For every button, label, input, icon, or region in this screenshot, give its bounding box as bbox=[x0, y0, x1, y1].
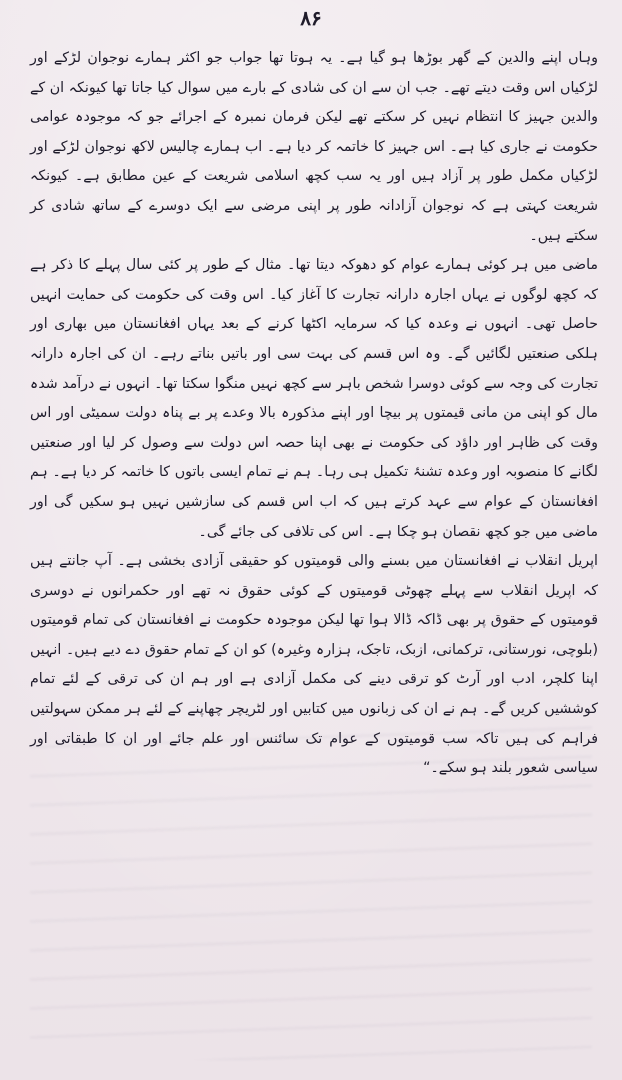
paragraph-marriage-dowry: وہاں اپنے والدین کے گھر بوڑھا ہو گیا ہے۔ یہ ہوتا تھا جواب جو اکثر ہمارے نوجوان لڑکے اور لڑکیاں اس وقت دیتے تھے۔ جب ان سے ان کی شادی کے بارے میں سوال کیا جاتا تھا کیونکہ ان کے والدین جہیز کا انتظام نہیں کر سکتے تھے لیکن فرمان نمبرہ کے اجرائے جو کہ موجودہ عوامی حکومت نے جاری کیا ہے۔ اس جہیز کا خاتمہ کر دیا ہے۔ اب ہمارے چالیس لاکھ نوجوان لڑکے اور لڑکیاں مکمل طور پر آزاد ہیں اور یہ سب کچھ اسلامی شریعت کے عین مطابق ہے۔ کیونکہ شریعت کہتی ہے کہ نوجوان آزادانہ طور پر اپنی مرضی سے ایک دوسرے کے ساتھ شادی کر سکتے ہیں۔ bbox=[30, 50, 598, 244]
page-number: ۸۶ bbox=[300, 6, 322, 30]
urdu-body-text bbox=[30, 44, 598, 784]
paragraph-nationalities-rights: اپریل انقلاب نے افغانستان میں بسنے والی قومیتوں کو حقیقی آزادی بخشی ہے۔ آپ جانتے ہیں کہ اپریل انقلاب سے پہلے چھوٹی قومیتوں کے کوئی حقوق نہ تھے اور حکمرانوں نے دوسری قومیتوں کے حقوق پر بھی ڈاکہ ڈالا ہوا تھا لیکن موجودہ حکومت نے افغانستان کی تمام قومیتوں (بلوچی، نورستانی، ترکمانی، ازبک، تاجک، ہزارہ وغیرہ) کو ان کے تمام حقوق دے دیے ہیں۔ انہیں اپنا کلچر، ادب اور آرٹ کو ترقی دینے کی مکمل آزادی ہے اور ہم ان کی ترقی کے لئے تمام کوششیں کریں گے۔ ہم نے ان کی زبانوں میں کتابیں اور لٹریچر چھاپنے کے لئے ہر ممکن سہولتیں فراہم کی ہیں تاکہ سب قومیتوں کے عوام تک سائنس اور علم جائے اور ان کا طبقاتی اور سیاسی شعور بلند ہو سکے۔“ bbox=[30, 553, 598, 777]
paragraph-monopoly-trade: ماضی میں ہر کوئی ہمارے عوام کو دھوکہ دیتا تھا۔ مثال کے طور پر کئی سال پہلے کا ذکر ہے کہ کچھ لوگوں نے یہاں اجارہ دارانہ تجارت کا آغاز کیا۔ اس وقت کی حکومت کی حمایت انہیں حاصل تھی۔ انہوں نے وعدہ کیا کہ سرمایہ اکٹھا کرنے کے بعد یہاں افغانستان میں بھاری اور ہلکی صنعتیں لگائیں گے۔ وہ اس قسم کی بہت سی اور باتیں بناتے رہے۔ ان کی اجارہ دارانہ تجارت کی وجہ سے کوئی دوسرا شخص باہر سے کچھ نہیں منگوا سکتا تھا۔ انہوں نے درآمد شدہ مال کو اپنی من مانی قیمتوں پر بیچا اور اپنے مذکورہ بالا وعدے پر بے پناہ دولت سمیٹی اور اس وقت کی ظاہر اور داؤد کی حکومت نے بھی اپنا حصہ اس دولت سے وصول کر لیا اور صنعتیں لگانے کا منصوبہ اور وعدہ تشنۂ تکمیل ہی رہا۔ ہم نے تمام ایسی باتوں کا خاتمہ کر دیا ہے۔ ہم افغانستان کے عوام سے عہد کرتے ہیں کہ اب اس قسم کی سازشیں نہیں ہو سکیں گی اور ماضی میں جو کچھ نقصان ہو چکا ہے۔ اس کی تلافی کی جائے گی۔ bbox=[30, 257, 598, 540]
